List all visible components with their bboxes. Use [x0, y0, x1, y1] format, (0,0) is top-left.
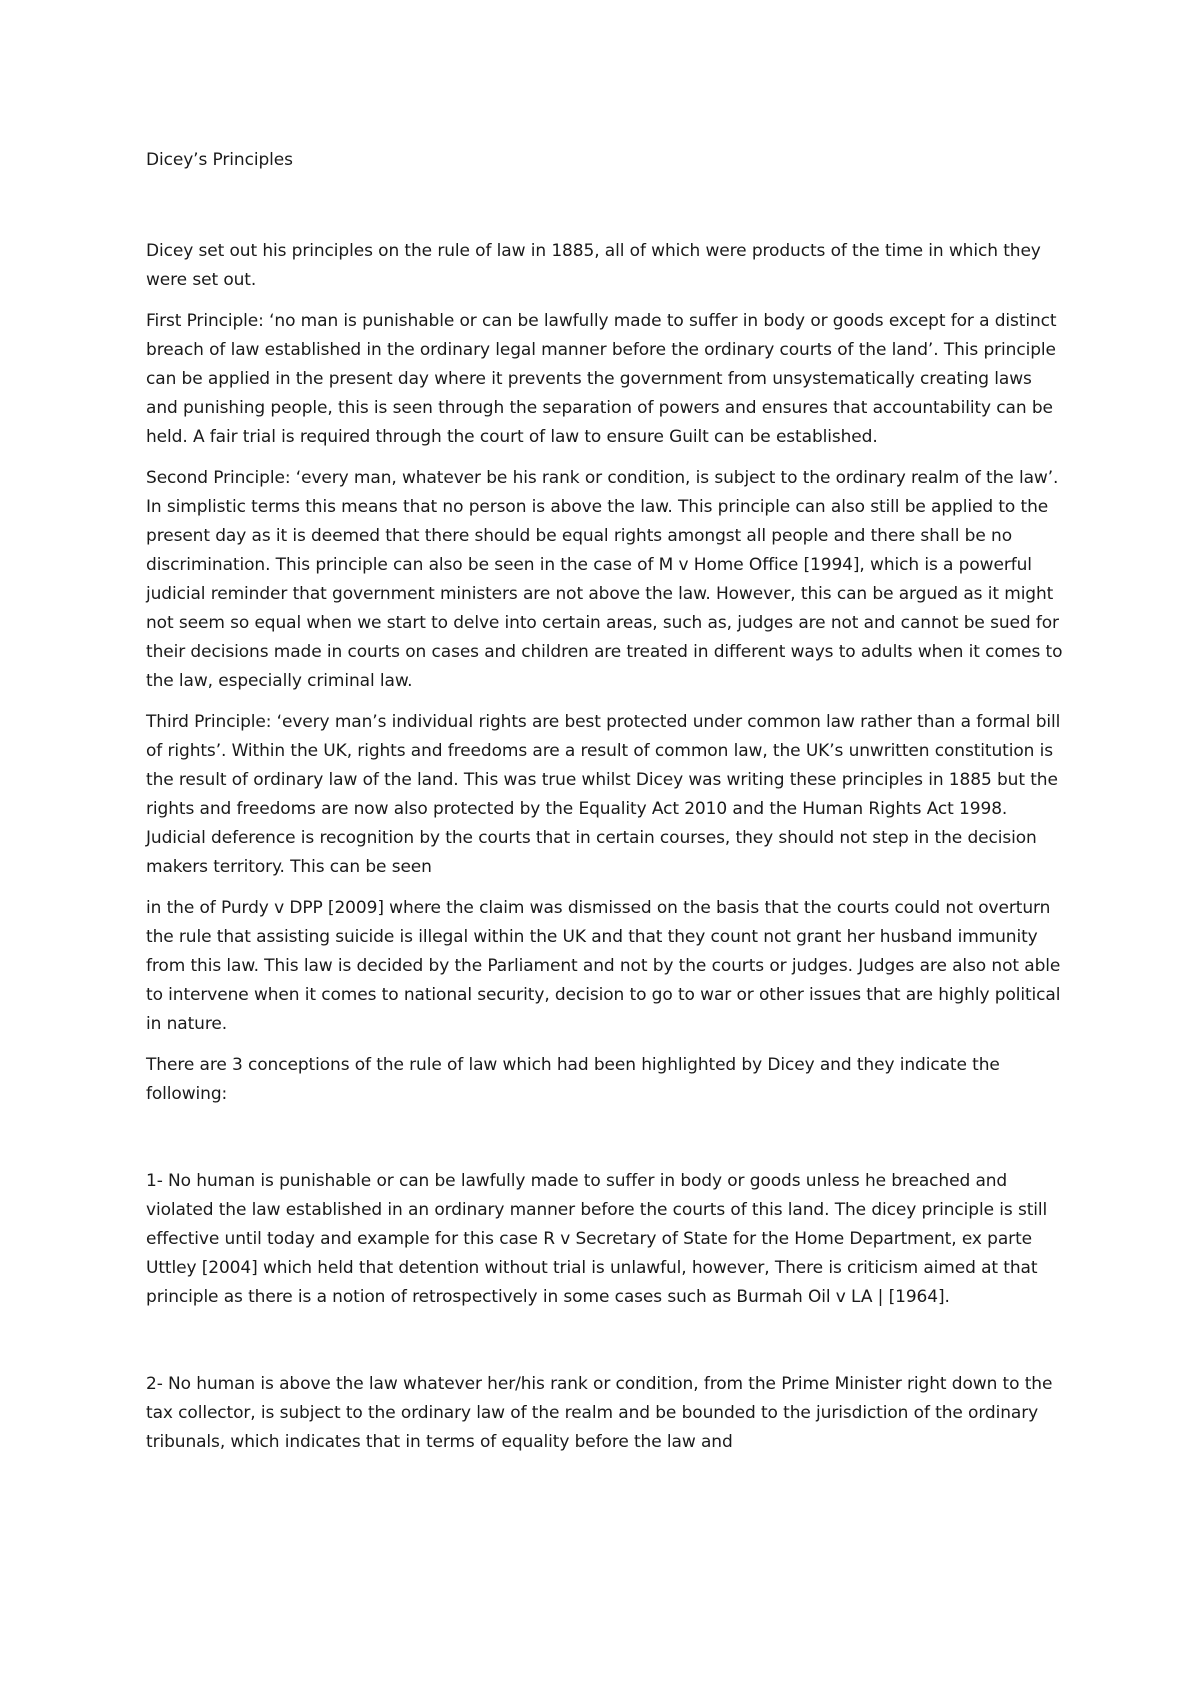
document-body	[146, 146, 1066, 1469]
conception-two-paragraph: 2- No human is above the law whatever her/his rank or condition, from the Prime Minister right down to the tax collector, is subject to the ordinary law of the realm and be bounded to the jurisdiction of the ordinary tribunals, which indicates that in terms of equality before the law and	[146, 1374, 1053, 1452]
conception-one-paragraph: 1- No human is punishable or can be lawfully made to suffer in body or goods unless he breached and violated the law established in an ordinary manner before the courts of this land. The dicey principle is still effective until today and example for this case R v Secretary of State for the Home Department, ex parte Uttley [2004] which held that detention without trial is unlawful, however, There is criticism aimed at that principle as there is a notion of retrospectively in some cases such as Burmah Oil v LA | [1964].	[146, 1171, 1048, 1307]
document-title: Dicey’s Principles	[146, 150, 293, 170]
third-principle-paragraph: Third Principle: ‘every man’s individual rights are best protected under common law rather than a formal bill of rights’. Within the UK, rights and freedoms are a result of common law, the UK’s unwritten constitution is the result of ordinary law of the land. This was true whilst Dicey was writing these principles in 1885 but the rights and freedoms are now also protected by the Equality Act 2010 and the Human Rights Act 1998. Judicial deference is recognition by the courts that in certain courses, they should not step in the decision makers territory. This can be seen	[146, 712, 1061, 877]
purdy-case-paragraph: in the of Purdy v DPP [2009] where the claim was dismissed on the basis that the courts could not overturn the rule that assisting suicide is illegal within the UK and that they count not grant her husband immunity from this law. This law is decided by the Parliament and not by the courts or judges. Judges are also not able to intervene when it comes to national security, decision to go to war or other issues that are highly political in nature.	[146, 898, 1061, 1034]
conceptions-intro-paragraph: There are 3 conceptions of the rule of law which had been highlighted by Dicey and they indicate the following:	[146, 1055, 1000, 1104]
paragraph-spacer	[146, 1121, 1066, 1167]
second-principle-paragraph: Second Principle: ‘every man, whatever be his rank or condition, is subject to the ordinary realm of the law’. In simplistic terms this means that no person is above the law. This principle can also still be applied to the present day as it is deemed that there should be equal rights amongst all people and there shall be no discrimination. This principle can also be seen in the case of M v Home Office [1994], which is a powerful judicial reminder that government ministers are not above the law. However, this can be argued as it might not seem so equal when we start to delve into certain areas, such as, judges are not and cannot be sued for their decisions made in courts on cases and children are treated in different ways to adults when it comes to the law, especially criminal law.	[146, 468, 1063, 691]
paragraph-spacer	[146, 1324, 1066, 1370]
intro-paragraph: Dicey set out his principles on the rule of law in 1885, all of which were products of the time in which they were set out.	[146, 241, 1041, 290]
first-principle-paragraph: First Principle: ‘no man is punishable or can be lawfully made to suffer in body or goods except for a distinct breach of law established in the ordinary legal manner before the ordinary courts of the land’. This principle can be applied in the present day where it prevents the government from unsystematically creating laws and punishing people, this is seen through the separation of powers and ensures that accountability can be held. A fair trial is required through the court of law to ensure Guilt can be established.	[146, 311, 1057, 447]
